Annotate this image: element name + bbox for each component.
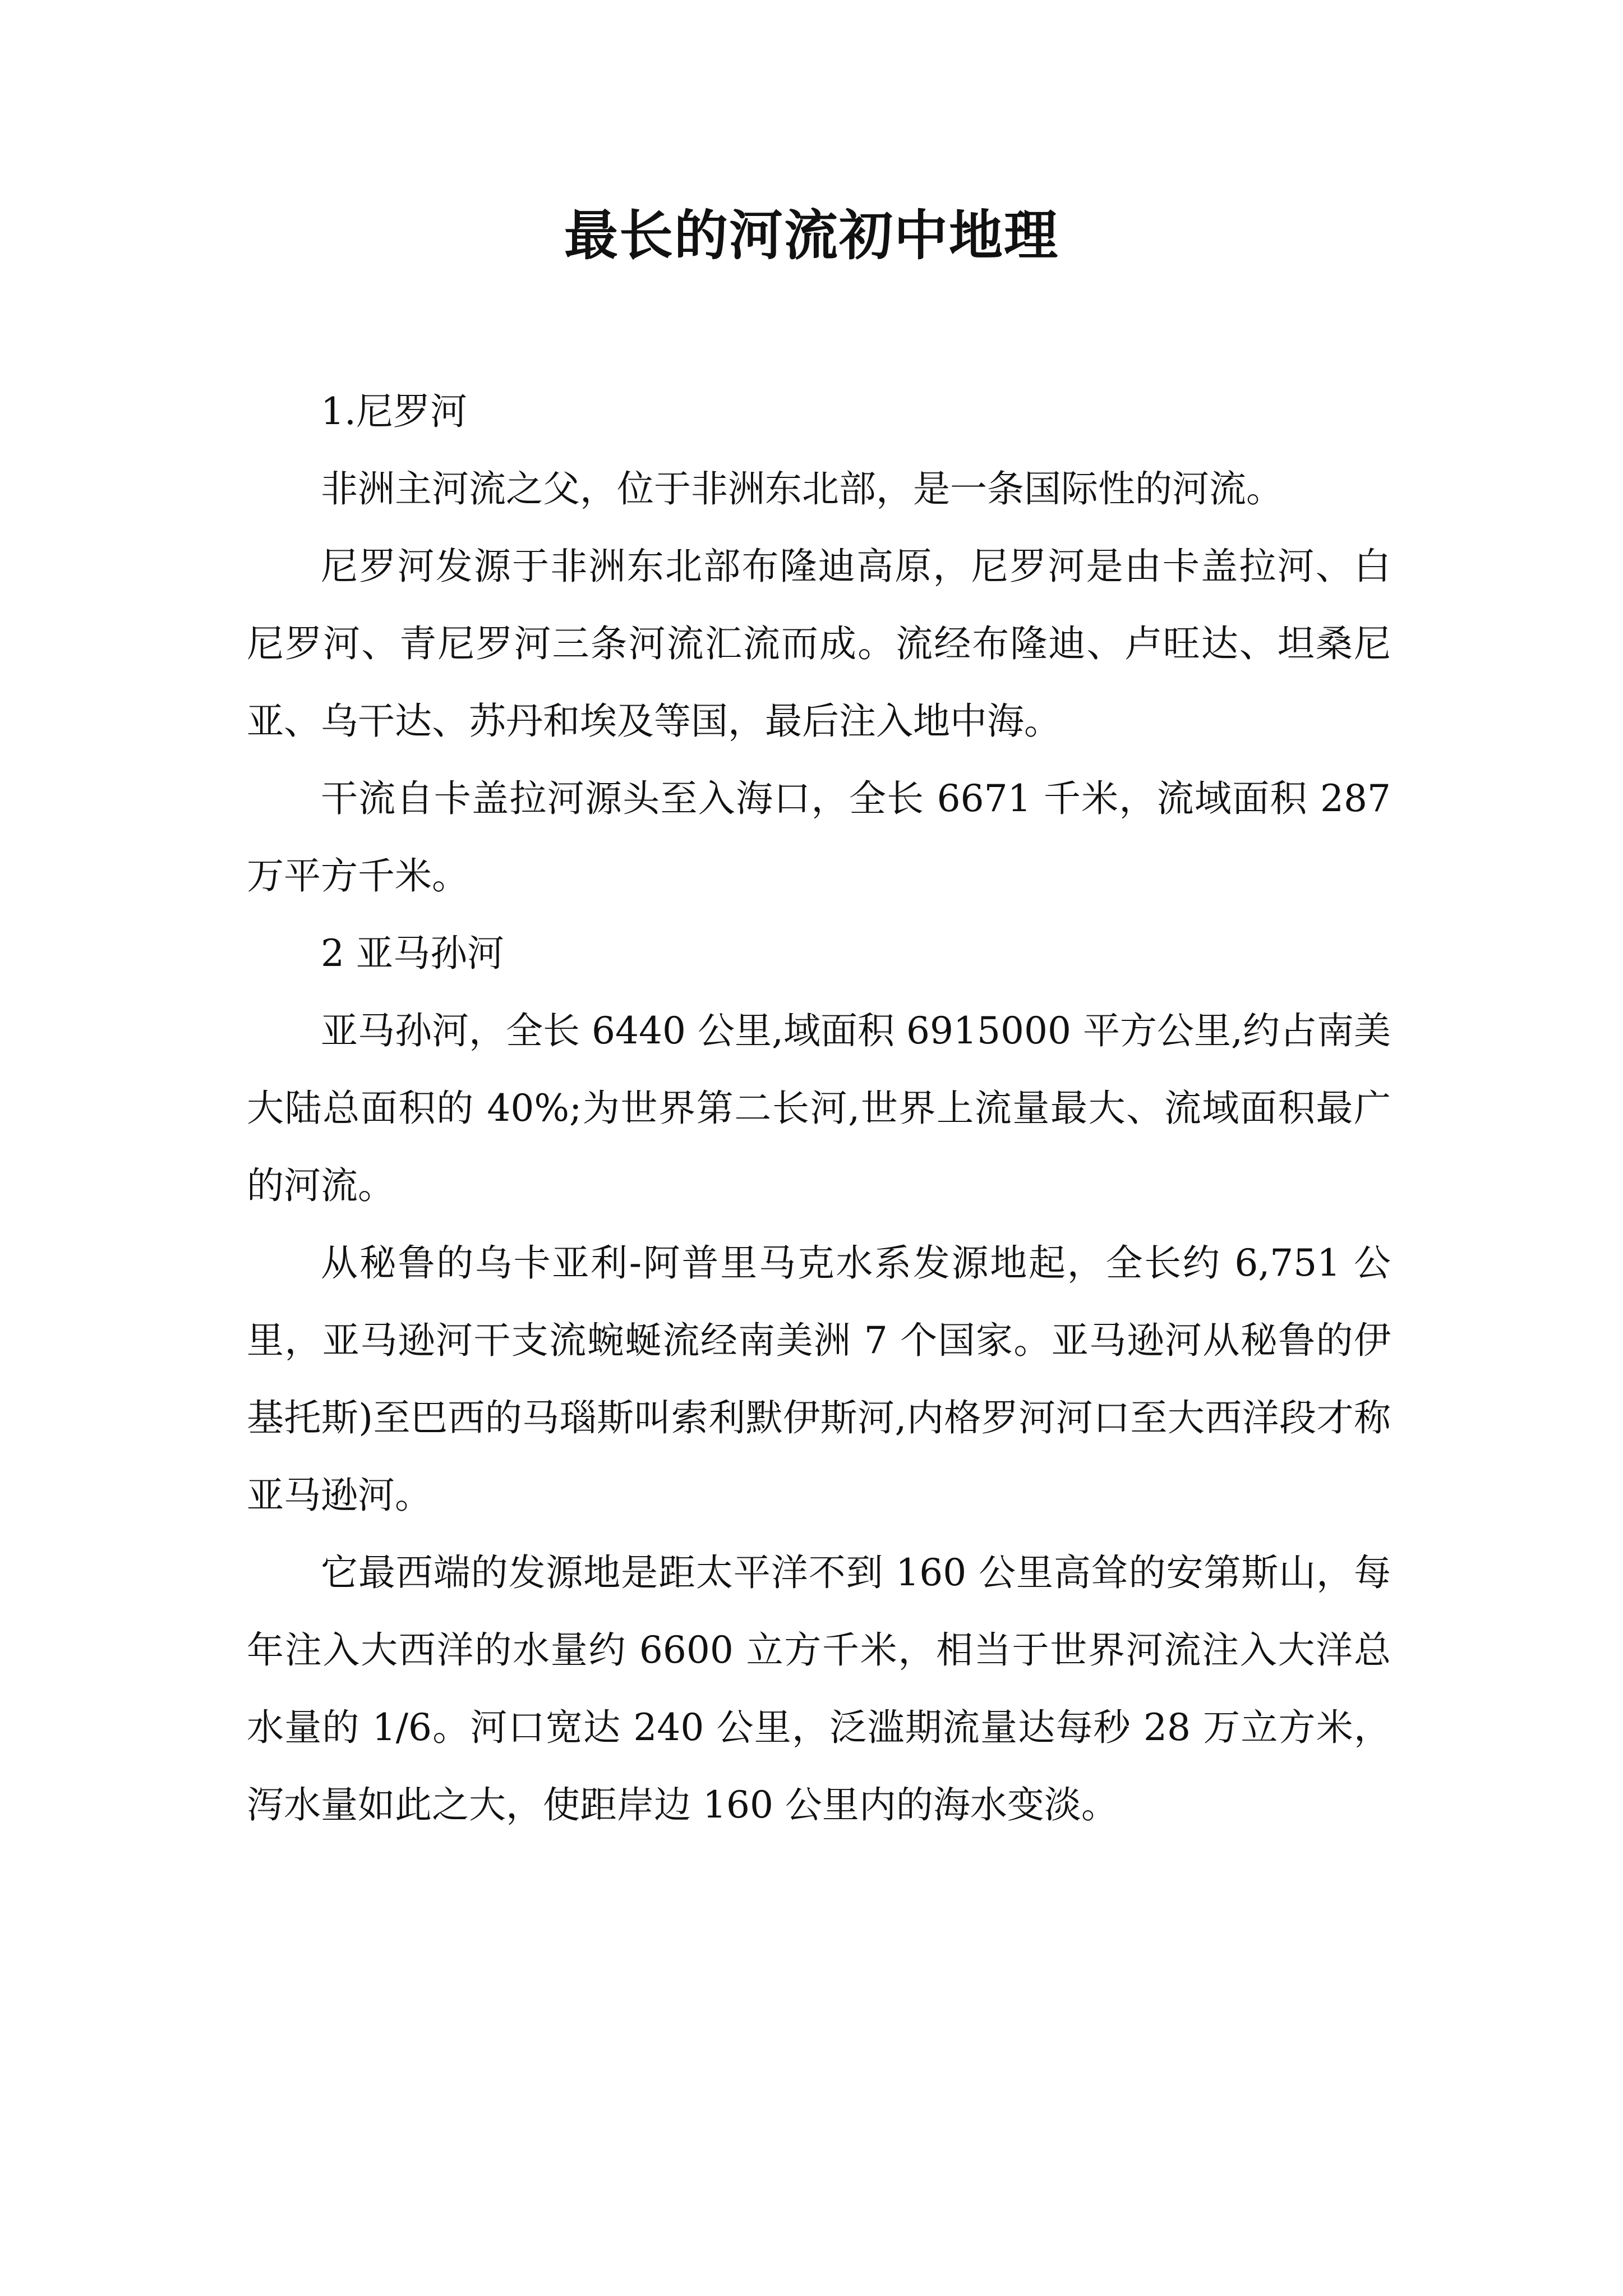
paragraph: 干流自卡盖拉河源头至入海口，全长 6671 千米，流域面积 287 万平方千米。 bbox=[247, 777, 1391, 898]
section-heading-amazon: 2 亚马孙河 bbox=[321, 932, 504, 975]
paragraph: 亚马孙河，全长 6440 公里,域面积 6915000 平方公里,约占南美大陆总面积的 40%;为世界第二长河,世界上流量最大、流域面积最广的河流。 bbox=[247, 1009, 1391, 1207]
paragraph: 非洲主河流之父，位于非洲东北部，是一条国际性的河流。 bbox=[321, 467, 1283, 510]
document-body bbox=[247, 373, 1391, 1844]
document-title: 最长的河流初中地理 bbox=[564, 204, 1059, 267]
paragraph: 它最西端的发源地是距太平洋不到 160 公里高耸的安第斯山，每年注入大西洋的水量约 6600 立方千米，相当于世界河流注入大洋总水量的 1/6。河口宽达 240 公里，泛滥期流量达每秒 28 万立方米，泻水量如此之大，使距岸边 160 公里内的海水变淡。 bbox=[247, 1551, 1391, 1826]
paragraph: 尼罗河发源于非洲东北部布隆迪高原，尼罗河是由卡盖拉河、白尼罗河、青尼罗河三条河流汇流而成。流经布隆迪、卢旺达、坦桑尼亚、乌干达、苏丹和埃及等国，最后注入地中海。 bbox=[247, 545, 1391, 743]
paragraph: 从秘鲁的乌卡亚利-阿普里马克水系发源地起，全长约 6,751 公里，亚马逊河干支流蜿蜒流经南美洲 7 个国家。亚马逊河从秘鲁的伊基托斯)至巴西的马瑙斯叫索利默伊斯河,内格罗河河口至大西洋段才称亚马逊河。 bbox=[247, 1241, 1391, 1517]
section-heading-nile: 1.尼罗河 bbox=[321, 390, 467, 433]
